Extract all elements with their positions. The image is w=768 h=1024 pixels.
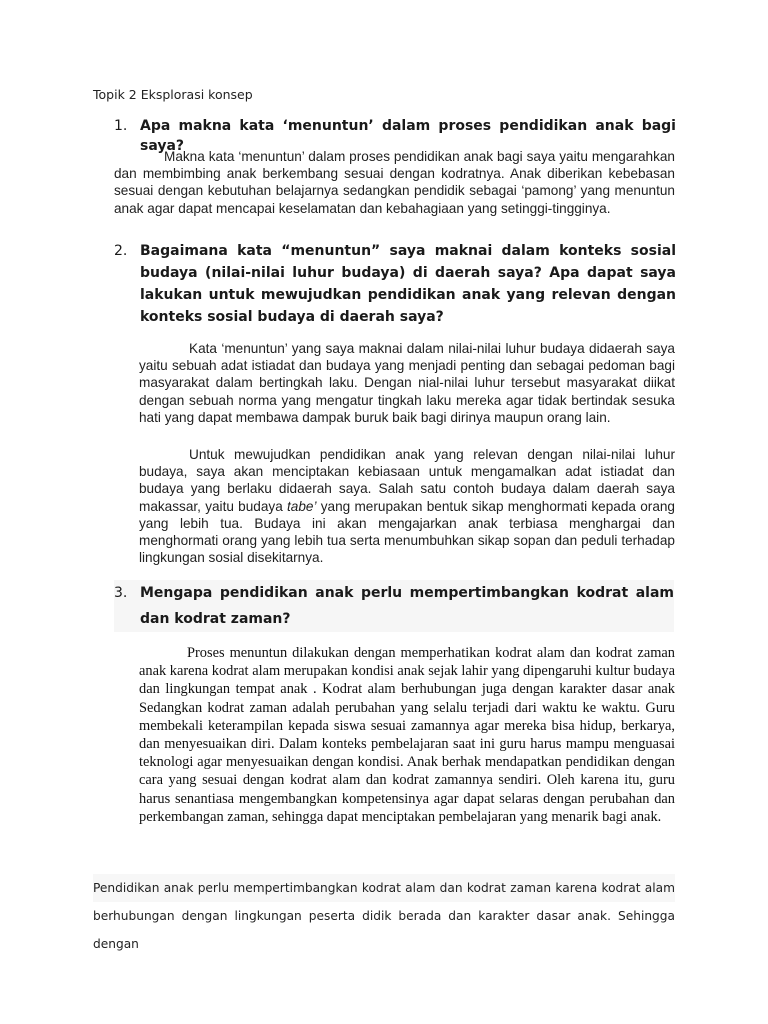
topic-title: Topik 2 Eksplorasi konsep (93, 87, 253, 102)
answer-1-paragraph: Makna kata ‘menuntun’ dalam proses pendidikan anak bagi saya yaitu mengarahkan dan membimbing anak berkembang sesuai dengan kodratnya. Anak diberikan kebebasan sesuai dengan kebutuhan belajarnya sedangkan pendidik sebagai ‘pamong’ yang menuntun anak agar dapat mencapai keselamatan dan kebahagiaan yang setinggi-tingginya. (114, 149, 675, 216)
footer-line-2: berhubungan dengan lingkungan peserta didik berada dan karakter dasar anak. Sehingga dengan (93, 902, 675, 958)
answer-2-paragraph-2 (139, 446, 675, 566)
question-1-number: 1. (114, 118, 128, 134)
question-1-text: Apa makna kata ‘menuntun’ dalam proses pendidikan anak bagi saya? (140, 118, 676, 154)
question-2 (114, 240, 676, 328)
answer-2-paragraph-1: Kata ‘menuntun’ yang saya maknai dalam nilai-nilai luhur budaya didaerah saya yaitu sebuah adat istiadat dan budaya yang menjadi penting dan sebagai pedoman bagi masyarakat dalam bertingkah laku. Dengan nial-nilai luhur tersebut masyarakat diikat dengan sebuah norma yang mengatur tingkah laku mereka agar tidak bertindak sesuka hati yang dapat membawa dampak buruk baik bagi dirinya maupun orang lain. (139, 341, 675, 425)
answer-2-italic-term: tabe’ (287, 498, 317, 514)
question-2-text: Bagaimana kata “menuntun” saya maknai dalam konteks sosial budaya (nilai-nilai luhur budaya) di daerah saya? Apa dapat saya lakukan untuk mewujudkan pendidikan anak yang relevan dengan konteks sosial budaya di daerah saya? (140, 243, 676, 325)
answer-3-paragraph: Proses menuntun dilakukan dengan memperhatikan kodrat alam dan kodrat zaman anak karena kodrat alam merupakan kondisi anak sejak lahir yang dipengaruhi kultur budaya dan lingkungan tempat anak . Kodrat alam berhubungan juga dengan karakter dasar anak Sedangkan kodrat zaman adalah perubahan yang selalu terjadi dari waktu ke waktu. Guru membekali keterampilan kepada siswa sesuai zamannya agar mereka bisa hidup, berkarya, dan menyesuaikan diri. Dalam konteks pembelajaran saat ini guru harus mampu menguasai teknologi agar menyesuaikan dengan kondisi. Anak berhak mendapatkan pendidikan dengan cara yang sesuai dengan kodrat alam dan kodrat zamannya sendiri. Oleh karena itu, guru harus senantiasa mengembangkan kompetensinya agar dapat selaras dengan perubahan dan perkembangan zaman, sehingga dapat menciptakan pembelajaran yang menarik bagi anak. (139, 645, 675, 825)
question-3-number: 3. (114, 585, 128, 601)
answer-2-text-before: Untuk mewujudkan pendidikan anak yang relevan dengan nilai-nilai luhur budaya, saya akan menciptakan kebiasaan untuk mengamalkan adat istiadat dan budaya yang berlaku didaerah saya. Salah satu contoh budaya dalam daerah saya makassar, yaitu budaya (139, 447, 675, 514)
answer-2-text-after: yang merupakan bentuk sikap menghormati kepada orang yang lebih tua. Budaya ini akan mengajarkan anak terbiasa menghargai dan menghormati orang yang lebih tua serta menumbuhkan sikap sopan dan peduli terhadap lingkungan sosial disekitarnya. (139, 498, 675, 566)
question-3 (114, 580, 674, 632)
footer-line-1: Pendidikan anak perlu mempertimbangkan kodrat alam dan kodrat zaman karena kodrat alam (93, 874, 675, 902)
question-3-text: Mengapa pendidikan anak perlu mempertimbangkan kodrat alam dan kodrat zaman? (140, 585, 674, 627)
question-2-number: 2. (114, 243, 128, 259)
